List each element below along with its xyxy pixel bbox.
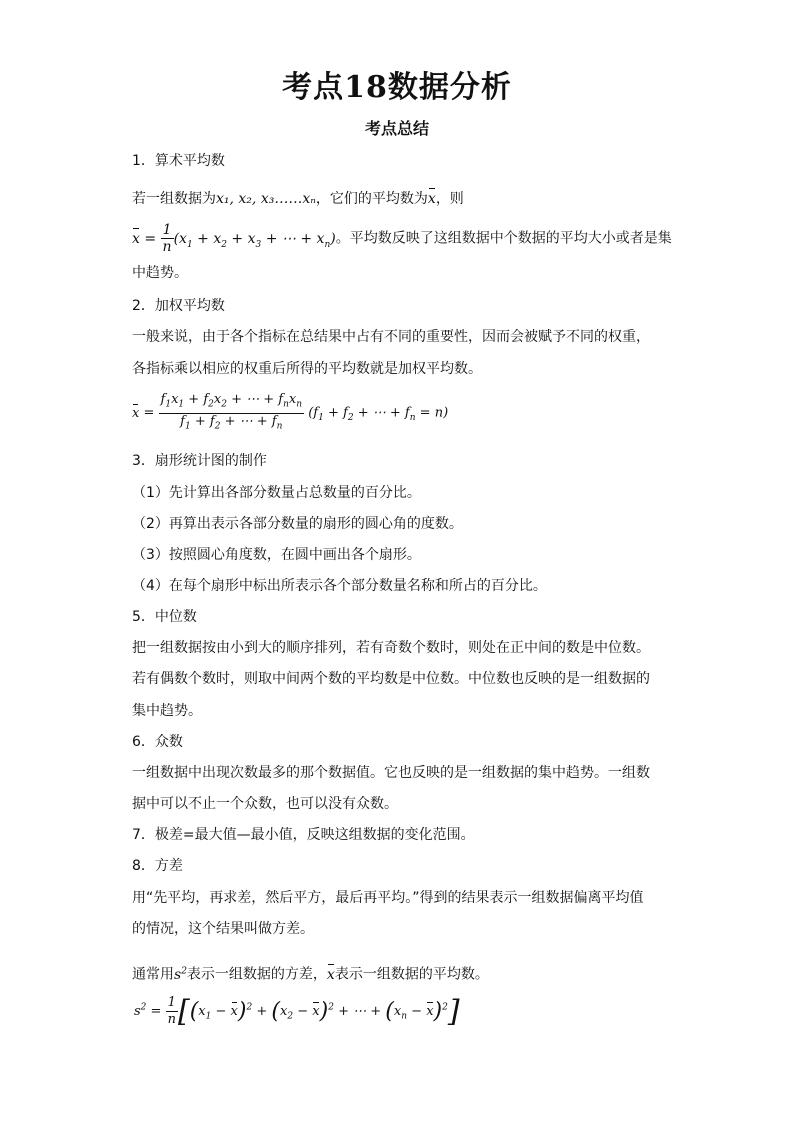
section-2-paragraph-1: 一般来说，由于各个指标在总结果中占有不同的重要性，因而会被赋予不同的权重， — [132, 329, 650, 345]
data-variables: x₁, x₂, x₃……xₙ — [216, 191, 316, 207]
section-8-p3-a: 通常用 — [132, 966, 174, 983]
section-8-paragraph-2: 的情况，这个结果叫做方差。 — [132, 921, 314, 937]
section-8-heading: 8．方差 — [132, 858, 183, 874]
section-1-mid: ，它们的平均数为 — [315, 191, 428, 207]
section-2-heading: 2．加权平均数 — [132, 298, 225, 314]
mean-description: 。平均数反映了这组数据中个数据的平均大小或者是集 — [335, 230, 672, 247]
section-1-heading: 1．算术平均数 — [132, 153, 225, 169]
section-3-item-3: （3）按照圆心角度数，在圆中画出各个扇形。 — [132, 547, 421, 563]
section-8-p3-c: 表示一组数据的平均数。 — [334, 966, 489, 983]
section-1-suffix: ，则 — [435, 191, 464, 207]
weighted-mean-formula: x = $\frac{f_1x_1 + f_2x_2 + \cdots + f_nx_n}{f_1 + f_2 + \cdots + f_n}$ ($f_1 + f_2$ + ⋯ + $f_n = n$) — [132, 392, 449, 432]
section-2-paragraph-2: 各指标乘以相应的权重后所得的平均数就是加权平均数。 — [132, 361, 482, 377]
mean-symbol-2: x — [326, 966, 335, 983]
section-5-paragraph-3: 集中趋势。 — [132, 703, 202, 719]
section-8-paragraph-3 — [132, 962, 489, 984]
section-5-paragraph-1: 把一组数据按由小到大的顺序排列，若有奇数个数时，则处在正中间的数是中位数。 — [132, 640, 650, 656]
section-1-paragraph-3: 中趋势。 — [132, 265, 188, 281]
variance-formula: $s^2$ = $\frac{1}{n}$ [$(x_1 - x)^2 + (x_2 - x)^2$ + ⋯ + $(x_n - x)^2$] — [134, 994, 460, 1029]
mean-formula-line — [132, 222, 672, 255]
section-3-item-2: （2）再算出表示各部分数量的扇形的圆心角的度数。 — [132, 516, 463, 532]
section-6-heading: 6．众数 — [132, 734, 183, 750]
section-5-paragraph-2: 若有偶数个数时，则取中间两个数的平均数是中位数。中位数也反映的是一组数据的 — [132, 671, 650, 687]
section-1-prefix: 若一组数据为 — [132, 191, 216, 207]
variance-symbol: $s^2$ — [174, 966, 187, 983]
section-3-item-4: （4）在每个扇形中标出所表示各个部分数量名称和所占的百分比。 — [132, 578, 547, 594]
section-1-paragraph-1 — [132, 190, 464, 208]
section-7-text: 7．极差=最大值—最小值，反映这组数据的变化范围。 — [132, 827, 475, 843]
section-5-heading: 5．中位数 — [132, 609, 197, 625]
page-subtitle: 考点总结 — [364, 119, 429, 138]
page-title: 考点18数据分析 — [282, 70, 512, 105]
mean-symbol: x — [427, 191, 436, 207]
mean-formula: x = $\frac{1}{n}$ ($x_1 + x_2 + x_3$ + ⋯ + $x_n$) — [132, 222, 336, 255]
section-6-paragraph-1: 一组数据中出现次数最多的那个数据值。它也反映的是一组数据的集中趋势。一组数 — [132, 765, 650, 781]
section-8-p3-b: 表示一组数据的方差， — [186, 966, 327, 983]
section-8-paragraph-1: 用“先平均，再求差，然后平方，最后再平均。”得到的结果表示一组数据偏离平均值 — [132, 890, 644, 906]
section-3-item-1: （1）先计算出各部分数量占总数量的百分比。 — [132, 485, 421, 501]
section-6-paragraph-2: 据中可以不止一个众数，也可以没有众数。 — [132, 796, 398, 812]
section-3-heading: 3．扇形统计图的制作 — [132, 453, 267, 469]
